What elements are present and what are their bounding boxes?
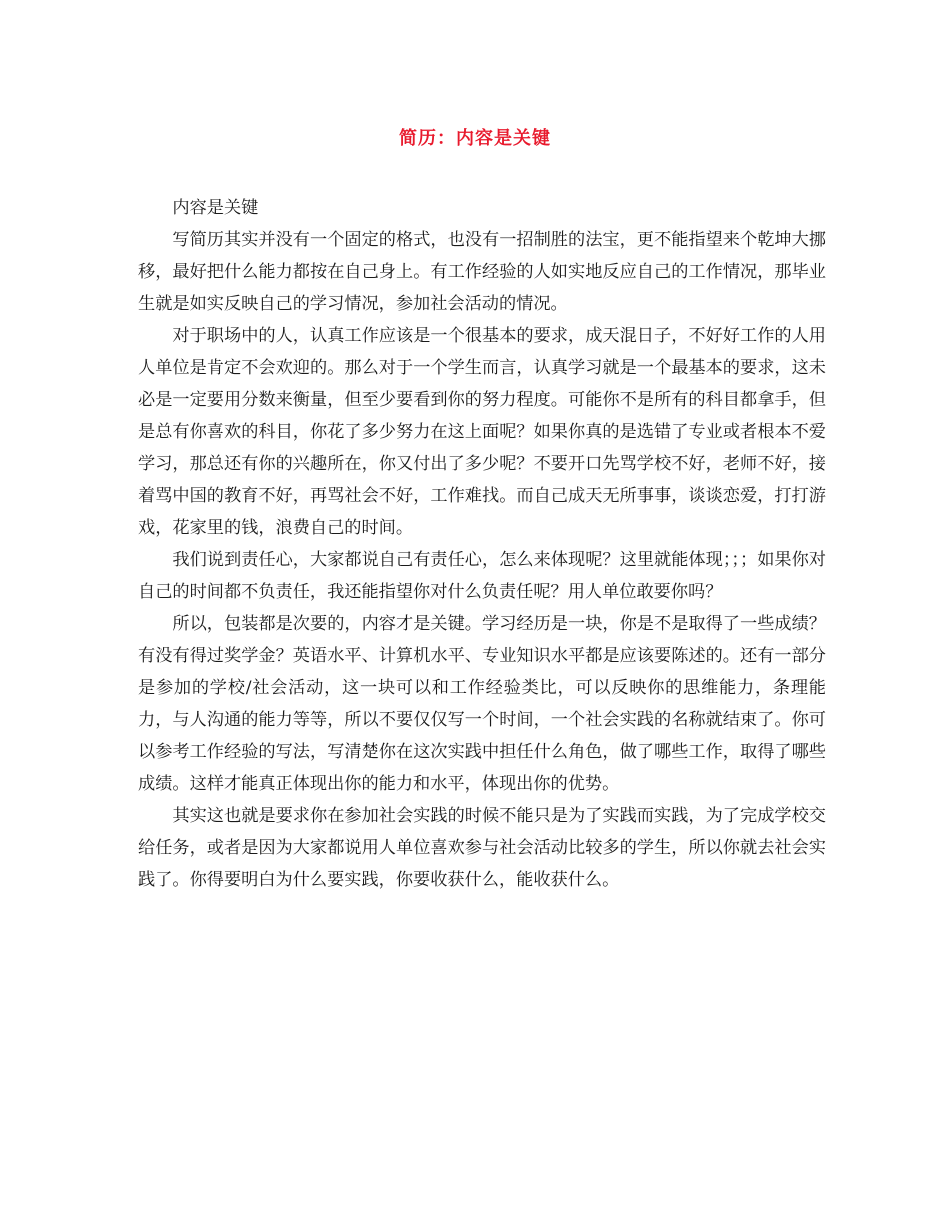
paragraph-2: 对于职场中的人，认真工作应该是一个很基本的要求，成天混日子，不好好工作的人用人单位是肯定不会欢迎的。那么对于一个学生而言，认真学习就是一个最基本的要求，这未必是一定要用分数来衡量，但至少要看到你的努力程度。可能你不是所有的科目都拿手，但是总有你喜欢的科目，你花了多少努力在这上面呢？如果你真的是选错了专业或者根本不爱学习，那总还有你的兴趣所在，你又付出了多少呢？不要开口先骂学校不好，老师不好，接着骂中国的教育不好，再骂社会不好，工作难找。而自己成天无所事事，谈谈恋爱，打打游戏，花家里的钱，浪费自己的时间。 <box>138 326 826 538</box>
document-body <box>138 192 826 896</box>
paragraph-subtitle: 内容是关键 <box>172 198 259 218</box>
paragraph-1: 写简历其实并没有一个固定的格式，也没有一招制胜的法宝，更不能指望来个乾坤大挪移，最好把什么能力都按在自己身上。有工作经验的人如实地反应自己的工作情况，那毕业生就是如实反映自己的学习情况，参加社会活动的情况。 <box>138 230 826 314</box>
document-title: 简历：内容是关键 <box>399 128 551 149</box>
paragraph-3: 我们说到责任心，大家都说自己有责任心，怎么来体现呢？这里就能体现；；；如果你对自己的时间都不负责任，我还能指望你对什么负责任呢？用人单位敢要你吗？ <box>138 550 826 602</box>
paragraph-4: 所以，包装都是次要的，内容才是关键。学习经历是一块，你是不是取得了一些成绩？有没有得过奖学金？英语水平、计算机水平、专业知识水平都是应该要陈述的。还有一部分是参加的学校/社会活动，这一块可以和工作经验类比，可以反映你的思维能力，条理能力，与人沟通的能力等等，所以不要仅仅写一个时间，一个社会实践的名称就结束了。你可以参考工作经验的写法，写清楚你在这次实践中担任什么角色，做了哪些工作，取得了哪些成绩。这样才能真正体现出你的能力和水平，体现出你的优势。 <box>138 614 826 794</box>
paragraph-5: 其实这也就是要求你在参加社会实践的时候不能只是为了实践而实践，为了完成学校交给任务，或者是因为大家都说用人单位喜欢参与社会活动比较多的学生，所以你就去社会实践了。你得要明白为什么要实践，你要收获什么，能收获什么。 <box>138 806 826 890</box>
